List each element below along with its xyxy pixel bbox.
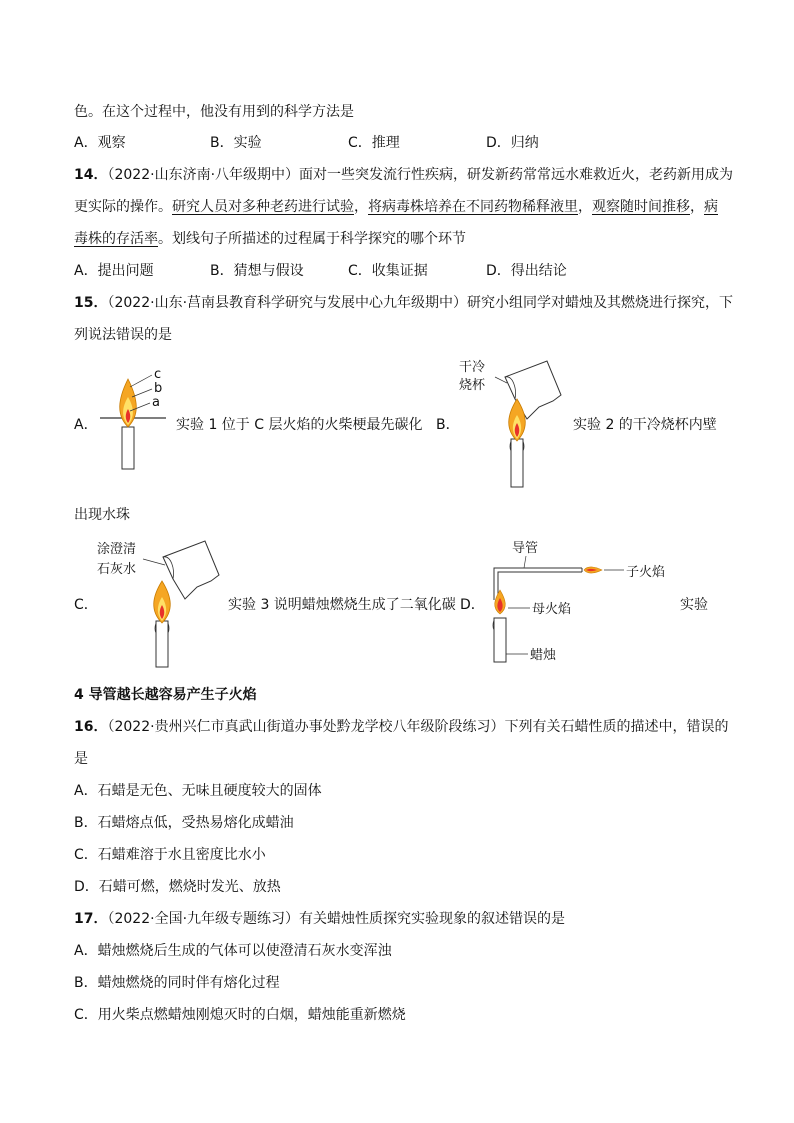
q14-comma: ，: [690, 199, 704, 215]
q15-text: 研究小组同学对蜡烛及其燃烧进行探究，下: [467, 295, 734, 311]
q13-option-c: C．推理: [348, 135, 400, 151]
fig3-label-2: 石灰水: [97, 562, 137, 577]
q15-option-c-text: 实验 3 说明蜡烛燃烧生成了二氧化碳: [228, 597, 456, 613]
q16-source: （2022·贵州兴仁市真武山街道办事处黔龙学校八年级阶段练习）: [107, 719, 505, 735]
q17-option-a: A．蜡烛燃烧后生成的气体可以使澄清石灰水变浑浊: [74, 943, 392, 959]
fig3-label-1: 涂澄清: [97, 542, 137, 557]
q15-stem-line2: 列说法错误的是: [74, 327, 172, 343]
q16-text: 下列有关石蜡性质的描述中，错误的: [504, 719, 729, 735]
fig4-label-mother: 母火焰: [532, 602, 572, 617]
candle-figure-4: [478, 538, 688, 668]
q14-text2: 更实际的操作。: [74, 199, 172, 215]
q16-number: 16．: [74, 719, 108, 735]
q15-number: 15．: [74, 295, 108, 311]
q14-option-a: A．提出问题: [74, 263, 154, 279]
q13-tail: 色。在这个过程中，他没有用到的科学方法是: [74, 104, 354, 120]
q14-comma: ，: [578, 199, 592, 215]
q15-option-b-label: B．: [436, 417, 460, 433]
q17-text: 有关蜡烛性质探究实验现象的叙述错误的是: [299, 911, 566, 927]
fig4-label-child: 子火焰: [626, 565, 666, 580]
q13-option-d: D．归纳: [486, 135, 539, 151]
q14-underline-4a: 病: [704, 199, 718, 215]
q14-source: （2022·山东济南·八年级期中）: [107, 167, 300, 183]
fig1-label-c: c: [154, 367, 162, 382]
q15-option-d-label: D．: [460, 597, 485, 613]
fig4-label-tube: 导管: [512, 541, 539, 556]
q16-option-d: D．石蜡可燃，燃烧时发光、放热: [74, 879, 281, 895]
q17-source: （2022·全国·九年级专题练习）: [107, 911, 300, 927]
q14-stem-line3: [74, 229, 466, 249]
q14-option-d: D．得出结论: [486, 263, 567, 279]
q17-option-c: C．用火柴点燃蜡烛刚熄灭时的白烟，蜡烛能重新燃烧: [74, 1007, 406, 1023]
fig2-label-1: 干冷: [459, 360, 486, 375]
q14-underline-2: 将病毒株培养在不同药物稀释液里: [368, 199, 578, 215]
q16-option-b: B．石蜡熔点低，受热易熔化成蜡油: [74, 815, 294, 831]
candle-figure-1: [96, 365, 176, 475]
q15-stem-line1: [74, 293, 733, 313]
candle-figure-2: [455, 355, 565, 490]
fig1-label-b: b: [154, 381, 163, 396]
q15-option-b-cont: 出现水珠: [74, 507, 130, 523]
q15-option-c-label: C．: [74, 597, 98, 613]
q17-stem-line1: [74, 909, 565, 929]
q16-stem-line2: 是: [74, 751, 88, 767]
q13-option-b: B．实验: [210, 135, 262, 151]
q15-option-a-text: 实验 1 位于 C 层火焰的火柴梗最先碳化: [176, 417, 423, 433]
q15-option-a-label: A．: [74, 417, 98, 433]
q14-text3: 。划线句子所描述的过程属于科学探究的哪个环节: [158, 231, 466, 247]
q14-option-b: B．猜想与假设: [210, 263, 304, 279]
q14-stem-line2: [74, 197, 718, 217]
q14-underline-1: 研究人员对多种老药进行试验: [172, 199, 354, 215]
q15-source: （2022·山东·莒南县教育科学研究与发展中心九年级期中）: [107, 295, 468, 311]
q16-stem-line1: [74, 717, 729, 737]
q14-text: 面对一些突发流行性疾病，研发新药常常远水难救近火，老药新用成为: [299, 167, 734, 183]
fig4-label-candle: 蜡烛: [530, 648, 557, 663]
q15-option-d-cont: 4 导管越长越容易产生子火焰: [74, 687, 257, 703]
q17-number: 17．: [74, 911, 108, 927]
q14-stem-line1: [74, 165, 733, 185]
q15-option-b-text: 实验 2 的干冷烧杯内壁: [573, 417, 717, 433]
q14-underline-4b: 毒株的存活率: [74, 231, 158, 247]
fig1-label-a: a: [152, 395, 160, 410]
q14-number: 14．: [74, 167, 108, 183]
q13-option-a: A．观察: [74, 135, 126, 151]
q17-option-b: B．蜡烛燃烧的同时伴有熔化过程: [74, 975, 280, 991]
candle-figure-3: [95, 535, 225, 670]
q14-comma: ，: [354, 199, 368, 215]
q14-option-c: C．收集证据: [348, 263, 428, 279]
q16-option-a: A．石蜡是无色、无味且硬度较大的固体: [74, 783, 322, 799]
q14-underline-3: 观察随时间推移: [592, 199, 690, 215]
fig2-label-2: 烧杯: [459, 378, 486, 393]
q16-option-c: C．石蜡难溶于水且密度比水小: [74, 847, 266, 863]
q15-option-d-text: 实验: [680, 597, 708, 613]
